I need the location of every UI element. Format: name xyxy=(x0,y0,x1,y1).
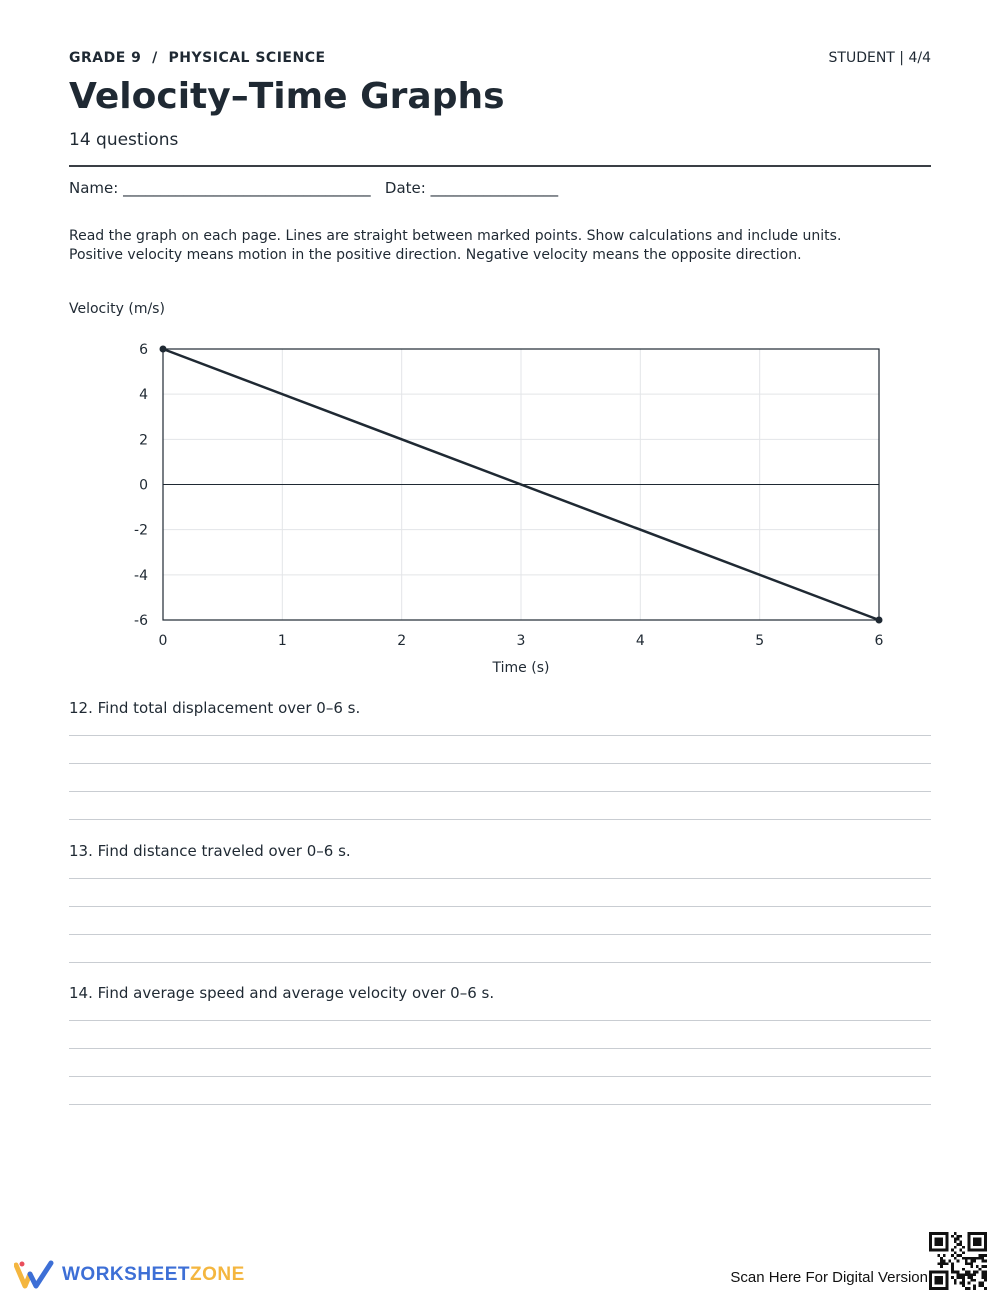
x-tick-label: 1 xyxy=(277,633,287,649)
y-tick-label: -4 xyxy=(134,567,148,584)
page-header xyxy=(69,50,931,70)
data-point xyxy=(160,346,167,353)
header-divider xyxy=(69,165,931,167)
answer-line[interactable] xyxy=(69,962,931,963)
y-tick-labels xyxy=(134,342,148,629)
y-tick-label: -6 xyxy=(134,613,148,629)
header-separator: / xyxy=(152,50,158,66)
name-date-row xyxy=(69,179,558,197)
name-label: Name: xyxy=(69,179,119,197)
worksheetzone-logo[interactable] xyxy=(62,1264,245,1286)
answer-line[interactable] xyxy=(69,1076,931,1077)
question-text: Find distance traveled over 0–6 s. xyxy=(97,842,351,860)
name-field[interactable]: _________________________________ xyxy=(123,179,371,197)
question-number: 14. xyxy=(69,984,93,1002)
subject-label: PHYSICAL SCIENCE xyxy=(168,50,326,66)
logo-text-part2: ZONE xyxy=(190,1264,245,1285)
answer-line[interactable] xyxy=(69,1104,931,1105)
qr-code-icon[interactable] xyxy=(929,1232,987,1290)
x-tick-label: 5 xyxy=(755,633,765,649)
instruction-line: Positive velocity means motion in the positive direction. Negative velocity means the opposite direction. xyxy=(69,247,802,263)
answer-line[interactable] xyxy=(69,906,931,907)
page-title: Velocity–Time Graphs xyxy=(69,76,505,117)
answer-line[interactable] xyxy=(69,934,931,935)
question-number: 12. xyxy=(69,699,93,717)
question-text: Find average speed and average velocity over 0–6 s. xyxy=(97,984,495,1002)
data-point xyxy=(876,617,883,624)
question-count: 14 questions xyxy=(69,130,179,150)
question-12 xyxy=(69,699,360,717)
student-page-label: STUDENT | 4/4 xyxy=(828,50,931,66)
scan-label: Scan Here For Digital Version xyxy=(730,1269,928,1286)
x-tick-label: 3 xyxy=(516,633,526,649)
answer-line[interactable] xyxy=(69,1048,931,1049)
y-tick-label: 6 xyxy=(139,342,148,358)
instructions xyxy=(69,227,939,265)
date-label: Date: xyxy=(384,179,426,197)
logo-text-part1: WORKSHEET xyxy=(62,1264,190,1285)
grade-subject xyxy=(69,50,326,66)
y-tick-label: 2 xyxy=(139,432,148,449)
x-tick-label: 6 xyxy=(874,633,884,649)
question-14 xyxy=(69,984,494,1002)
worksheetzone-logo-icon xyxy=(14,1259,58,1289)
question-text: Find total displacement over 0–6 s. xyxy=(97,699,361,717)
y-axis-label: Velocity (m/s) xyxy=(69,301,165,317)
x-tick-labels xyxy=(159,633,884,649)
x-tick-label: 4 xyxy=(635,633,645,649)
y-tick-label: 4 xyxy=(139,387,148,404)
x-tick-label: 2 xyxy=(397,633,407,649)
grade-label: GRADE 9 xyxy=(69,50,142,66)
answer-line[interactable] xyxy=(69,1020,931,1021)
answer-line[interactable] xyxy=(69,878,931,879)
y-tick-label: -2 xyxy=(134,522,148,539)
x-tick-label: 0 xyxy=(158,633,168,649)
velocity-time-chart xyxy=(0,290,1000,690)
question-13 xyxy=(69,842,351,860)
y-tick-label: 0 xyxy=(139,477,148,494)
x-axis-label: Time (s) xyxy=(492,660,550,676)
answer-line[interactable] xyxy=(69,763,931,764)
answer-line[interactable] xyxy=(69,791,931,792)
date-field[interactable]: _________________ xyxy=(430,179,559,197)
answer-line[interactable] xyxy=(69,735,931,736)
instruction-line: Read the graph on each page. Lines are straight between marked points. Show calculations and include units. xyxy=(69,228,842,244)
question-number: 13. xyxy=(69,842,93,860)
answer-line[interactable] xyxy=(69,819,931,820)
